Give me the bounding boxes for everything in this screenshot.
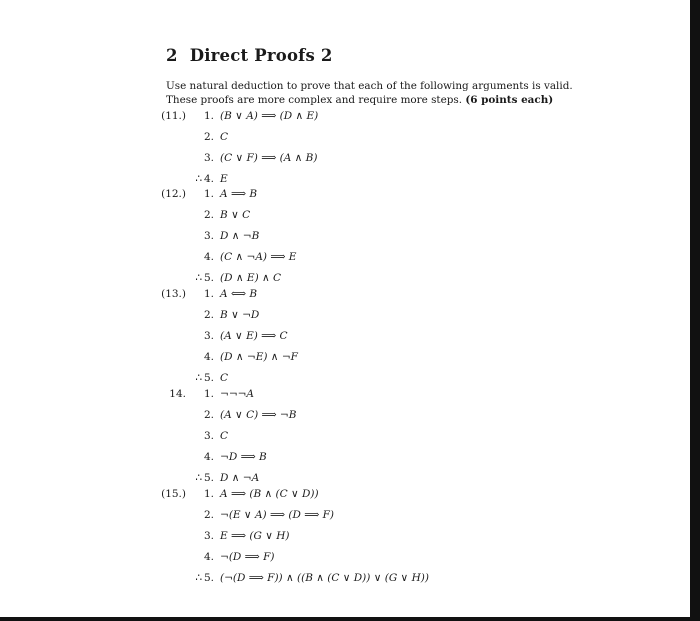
step-number: 4. bbox=[204, 351, 215, 363]
therefore-symbol: ∴ bbox=[195, 272, 202, 284]
formula: D ∧ ¬B bbox=[220, 230, 260, 242]
formula: E bbox=[220, 173, 228, 185]
step-number: 1. bbox=[204, 488, 215, 500]
formula: ¬D ⟹ B bbox=[220, 451, 267, 463]
formula: C bbox=[220, 372, 229, 384]
step-number: 5. bbox=[204, 572, 215, 584]
proof-premise bbox=[204, 551, 274, 563]
therefore-symbol: ∴ bbox=[195, 472, 202, 484]
proof-premise bbox=[204, 288, 257, 300]
formula: A ⟹ (B ∧ (C ∨ D)) bbox=[220, 488, 319, 500]
therefore-symbol: ∴ bbox=[195, 173, 202, 185]
step-number: 2. bbox=[204, 409, 215, 421]
formula: (A ∨ C) ⟹ ¬B bbox=[220, 409, 297, 421]
proof-conclusion bbox=[195, 272, 282, 284]
step-number: 3. bbox=[204, 230, 215, 242]
instructions bbox=[166, 79, 666, 107]
formula: (D ∧ E) ∧ C bbox=[220, 272, 282, 284]
step-number: 5. bbox=[204, 272, 215, 284]
proof-premise bbox=[204, 230, 259, 242]
formula: (C ∧ ¬A) ⟹ E bbox=[220, 251, 297, 263]
step-number: 5. bbox=[204, 472, 215, 484]
proof-premise bbox=[204, 309, 259, 321]
formula: B ∨ C bbox=[220, 209, 251, 221]
formula: ¬¬¬A bbox=[220, 388, 255, 400]
step-number: 4. bbox=[204, 173, 215, 185]
step-number: 4. bbox=[204, 451, 215, 463]
proof-premise bbox=[204, 351, 298, 363]
proof-premise bbox=[204, 530, 290, 542]
therefore-symbol: ∴ bbox=[195, 572, 202, 584]
proof-premise bbox=[204, 152, 317, 164]
instructions-line-2 bbox=[166, 93, 666, 107]
points-note: (6 points each) bbox=[465, 94, 554, 106]
proof-premise bbox=[204, 330, 288, 342]
proof-conclusion bbox=[195, 572, 429, 584]
therefore-symbol: ∴ bbox=[195, 372, 202, 384]
problem-label: (11.) bbox=[161, 110, 186, 122]
formula: (¬(D ⟹ F)) ∧ ((B ∧ (C ∨ D)) ∨ (G ∨ H)) bbox=[220, 572, 429, 584]
section-number: 2 bbox=[166, 46, 178, 65]
step-number: 2. bbox=[204, 509, 215, 521]
step-number: 3. bbox=[204, 152, 215, 164]
proof-premise bbox=[204, 388, 254, 400]
proof-premise bbox=[204, 131, 228, 143]
right-edge-bar bbox=[690, 0, 700, 621]
problem-label: (15.) bbox=[161, 488, 186, 500]
proof-premise bbox=[204, 188, 257, 200]
proof-premise bbox=[204, 488, 319, 500]
proof-conclusion bbox=[195, 472, 260, 484]
formula: (C ∨ F) ⟹ (A ∧ B) bbox=[220, 152, 318, 164]
formula: (B ∨ A) ⟹ (D ∧ E) bbox=[220, 110, 319, 122]
proof-premise bbox=[204, 409, 296, 421]
formula: B ∨ ¬D bbox=[220, 309, 260, 321]
proof-premise bbox=[204, 209, 250, 221]
step-number: 4. bbox=[204, 251, 215, 263]
formula: A ⟹ B bbox=[220, 188, 258, 200]
step-number: 2. bbox=[204, 131, 215, 143]
problem-label: (13.) bbox=[161, 288, 186, 300]
formula: D ∧ ¬A bbox=[220, 472, 260, 484]
proof-conclusion bbox=[195, 173, 228, 185]
formula: (A ∨ E) ⟹ C bbox=[220, 330, 288, 342]
step-number: 3. bbox=[204, 330, 215, 342]
problem-label: (12.) bbox=[161, 188, 186, 200]
section-title-text: Direct Proofs 2 bbox=[189, 46, 333, 65]
formula: ¬(D ⟹ F) bbox=[220, 551, 275, 563]
problem-label: 14. bbox=[169, 388, 186, 400]
proof-premise bbox=[204, 110, 318, 122]
step-number: 3. bbox=[204, 530, 215, 542]
proof-premise bbox=[204, 451, 267, 463]
step-number: 2. bbox=[204, 309, 215, 321]
step-number: 1. bbox=[204, 288, 215, 300]
proof-premise bbox=[204, 430, 228, 442]
step-number: 1. bbox=[204, 388, 215, 400]
formula: E ⟹ (G ∨ H) bbox=[220, 530, 290, 542]
proof-premise bbox=[204, 251, 296, 263]
step-number: 4. bbox=[204, 551, 215, 563]
step-number: 1. bbox=[204, 188, 215, 200]
formula: A ⟺ B bbox=[220, 288, 258, 300]
formula: C bbox=[220, 131, 229, 143]
step-number: 5. bbox=[204, 372, 215, 384]
section-heading bbox=[166, 46, 333, 65]
instructions-text: These proofs are more complex and require more steps. bbox=[166, 94, 466, 106]
formula: (D ∧ ¬E) ∧ ¬F bbox=[220, 351, 298, 363]
proof-conclusion bbox=[195, 372, 229, 384]
bottom-edge-bar bbox=[0, 617, 700, 621]
step-number: 3. bbox=[204, 430, 215, 442]
step-number: 2. bbox=[204, 209, 215, 221]
formula: ¬(E ∨ A) ⟹ (D ⟹ F) bbox=[220, 509, 334, 521]
instructions-line-1: Use natural deduction to prove that each of the following arguments is valid. bbox=[166, 80, 573, 92]
formula: C bbox=[220, 430, 229, 442]
step-number: 1. bbox=[204, 110, 215, 122]
proof-premise bbox=[204, 509, 334, 521]
